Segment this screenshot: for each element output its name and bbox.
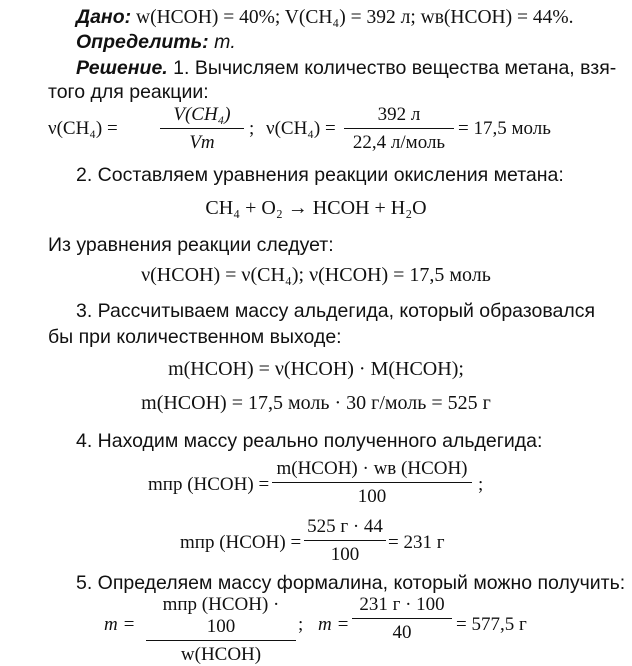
given-items: w(HCOH) = 40%; V(CH₄) = 392 л; wв(HCOH) = 44%. [136,7,574,28]
eq1-fraction [160,104,244,154]
follows-text: Из уравнения реакции следует: [48,234,334,256]
eq1-denominator: Vm [189,132,215,153]
eq1-mid: ν(CH₄) = [266,118,336,139]
eq1-numerator-2: 392 л [344,104,454,129]
eq7-separator: ; [298,614,304,635]
step3-text: 3. Рассчитываем массу альдегида, который образовался [76,300,596,322]
eq1-separator: ; [249,118,255,139]
eq5-left: mпр (HCOH) = [148,474,270,495]
eq5-end: ; [478,474,484,495]
eq7-denominator: w(HCOH) [180,644,262,665]
eq5-numerator: m(HCOH) · wв (HCOH) [272,458,472,483]
given-line [76,6,574,29]
given-label: Дано: [76,6,132,28]
eq4: m(HCOH) = 17,5 моль · 30 г/моль = 525 г [141,392,491,414]
step1-cont: того для реакции: [48,81,209,103]
eq3: m(HCOH) = ν(HCOH) · M(HCOH); [168,358,464,380]
find-label: Определить: [76,31,209,53]
eq7-left: m = [104,614,136,635]
step1-text: 1. Вычисляем количество вещества метана, взя- [173,57,617,79]
eq1-left: ν(CH₄) = [48,118,118,139]
eq2: ν(HCOH) = ν(CH₄); ν(HCOH) = 17,5 моль [141,264,491,286]
eq6-numerator: 525 г · 44 [304,516,386,541]
eq5-denominator: 100 [357,486,387,507]
eq7-result: = 577,5 г [456,614,527,635]
eq1-denominator-2: 22,4 л/моль [352,132,446,153]
find-value: m. [214,31,236,53]
step3-cont: бы при количественном выходе: [48,326,342,348]
eq5-fraction [272,458,472,508]
eq7-numerator-2: 231 г · 100 [352,594,452,619]
eq7-denominator-2: 40 [392,622,412,643]
eq6-denominator: 100 [330,544,360,565]
step1-line [76,57,616,80]
eq7-mid: m = [318,614,350,635]
eq7-fraction-2 [352,594,452,644]
eq1-fraction-2 [344,104,454,154]
eq6-left: mпр (HCOH) = [180,532,302,553]
eq1-result: = 17,5 моль [458,118,551,139]
step2-text: 2. Составляем уравнения реакции окисления метана: [76,164,564,186]
reaction-equation: CH₄ + O₂ → HCOH + H₂O [205,197,427,219]
find-line [76,31,236,54]
eq1-numerator: V(CH₄) [160,104,244,129]
step5-text: 5. Определяем массу формалина, который можно получить: [76,572,626,594]
eq6-result: = 231 г [388,532,445,553]
eq7-numerator: mпр (HCOH) · 100 [146,594,296,641]
solution-label: Решение. [76,57,168,79]
eq7-fraction [146,594,296,666]
eq6-fraction [304,516,386,566]
step4-text: 4. Находим массу реально полученного альдегида: [76,430,543,452]
